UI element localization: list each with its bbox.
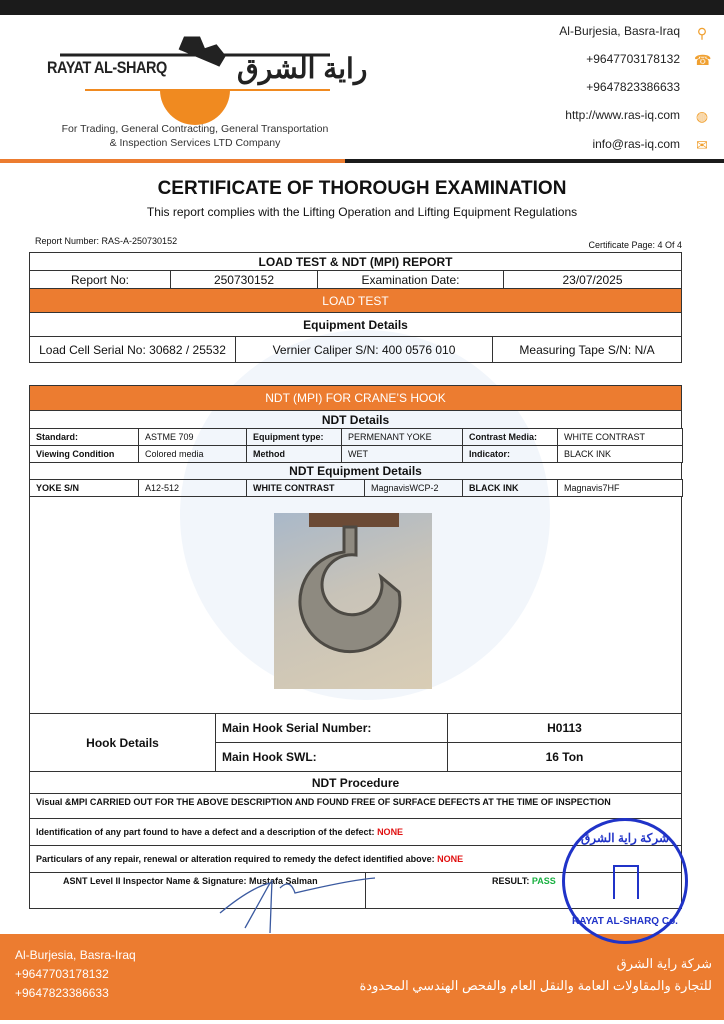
- ndt-label-row2-2: Method: [246, 445, 342, 463]
- header-divider-orange: [0, 159, 345, 163]
- ndt-procedure-title: NDT Procedure: [29, 771, 682, 794]
- exam-date-value: 23/07/2025: [503, 270, 682, 289]
- report-no-value: 250730152: [170, 270, 318, 289]
- footer-phone-1: +9647703178132: [15, 967, 109, 981]
- ndt-value-row3-3: MagnavisWCP-2: [364, 479, 463, 497]
- ndt-value-row3-1: A12-512: [138, 479, 247, 497]
- logo-text-en: RAYAT AL-SHARQ: [47, 58, 167, 77]
- hook-details-label: Hook Details: [29, 713, 216, 772]
- ndt-value-row2-3: WET: [341, 445, 463, 463]
- ndt-label-row1-0: Standard:: [29, 428, 139, 446]
- measuring-tape-serial: Measuring Tape S/N: N/A: [492, 336, 682, 363]
- globe-icon: ◍: [695, 108, 709, 124]
- ndt-details-title: NDT Details: [29, 410, 682, 429]
- ndt-label-row3-2: WHITE CONTRAST: [246, 479, 365, 497]
- hook-serial-label: Main Hook Serial Number:: [215, 713, 448, 743]
- report-header: LOAD TEST & NDT (MPI) REPORT: [29, 252, 682, 271]
- page-title: CERTIFICATE OF THOROUGH EXAMINATION: [157, 178, 567, 199]
- footer-address: Al-Burjesia, Basra-Iraq: [15, 948, 136, 962]
- ndt-label-row1-4: Contrast Media:: [462, 428, 558, 446]
- page-subtitle: This report complies with the Lifting Operation and Lifting Equipment Regulations: [146, 205, 578, 219]
- ndt-value-row1-1: ASTME 709: [138, 428, 247, 446]
- contact-website[interactable]: http://www.ras-iq.com: [565, 108, 680, 122]
- header-divider-dark: [345, 159, 724, 163]
- vernier-caliper-serial: Vernier Caliper S/N: 400 0576 010: [235, 336, 493, 363]
- crane-hook-photo: [274, 513, 432, 689]
- inspector-signature: ASNT Level II Inspector Name & Signature: Mustafa Salman: [29, 872, 366, 909]
- ndt-section: NDT (MPI) FOR CRANE’S HOOK: [29, 385, 682, 411]
- hook-swl-label: Main Hook SWL:: [215, 742, 448, 772]
- contact-phone-1: +9647703178132: [586, 52, 680, 66]
- ndt-label-row2-4: Indicator:: [462, 445, 558, 463]
- ndt-value-row3-5: Magnavis7HF: [557, 479, 683, 497]
- phone-icon: ☎: [694, 52, 712, 68]
- ndt-procedure-text: Visual &MPI CARRIED OUT FOR THE ABOVE DESCRIPTION AND FOUND FREE OF SURFACE DEFECTS AT THE TIME OF INSPECTION: [29, 793, 682, 819]
- load-cell-serial: Load Cell Serial No: 30682 / 25532: [29, 336, 236, 363]
- result: RESULT: PASS: [365, 872, 682, 909]
- company-stamp: شركة راية الشرق RAYAT AL-SHARQ Co.: [562, 818, 688, 944]
- hook-serial-value: H0113: [447, 713, 682, 743]
- report-no-label: Report No:: [29, 270, 171, 289]
- contact-address: Al-Burjesia, Basra-Iraq: [559, 24, 680, 38]
- company-tagline: For Trading, General Contracting, General Transportation & Inspection Services LTD Company: [61, 123, 329, 149]
- load-test-section: LOAD TEST: [29, 288, 682, 313]
- footer-arabic-description: للتجارة والمقاولات العامة والنقل العام والفحص الهندسي المحدودة: [359, 978, 712, 993]
- ndt-equipment-title: NDT Equipment Details: [29, 462, 682, 480]
- ndt-value-row1-5: WHITE CONTRAST: [557, 428, 683, 446]
- ndt-label-row3-4: BLACK INK: [462, 479, 558, 497]
- signature-scribble: [210, 868, 380, 938]
- ndt-value-row2-1: Colored media: [138, 445, 247, 463]
- ndt-label-row1-2: Equipment type:: [246, 428, 342, 446]
- certificate-page: Certificate Page: 4 Of 4: [588, 240, 682, 250]
- defect-identification: Identification of any part found to have a defect and a description of the defect: NONE: [29, 818, 682, 846]
- repair-particulars: Particulars of any repair, renewal or alteration required to remedy the defect identified above: NONE: [29, 845, 682, 873]
- ndt-value-row1-3: PERMENANT YOKE: [341, 428, 463, 446]
- contact-email[interactable]: info@ras-iq.com: [592, 137, 680, 151]
- report-number: Report Number: RAS-A-250730152: [35, 236, 178, 246]
- logo-text-ar: راية الشرق: [237, 53, 368, 84]
- top-bar: [0, 0, 724, 15]
- contact-phone-2: +9647823386633: [586, 80, 680, 94]
- equipment-details-title: Equipment Details: [29, 312, 682, 337]
- exam-date-label: Examination Date:: [317, 270, 504, 289]
- hook-swl-value: 16 Ton: [447, 742, 682, 772]
- ndt-label-row2-0: Viewing Condition: [29, 445, 139, 463]
- location-pin-icon: ⚲: [696, 25, 708, 41]
- footer-phone-2: +9647823386633: [15, 986, 109, 1000]
- footer-arabic-name: شركة راية الشرق: [616, 956, 712, 971]
- mail-icon: ✉: [696, 137, 708, 153]
- ndt-value-row2-5: BLACK INK: [557, 445, 683, 463]
- ndt-label-row3-0: YOKE S/N: [29, 479, 139, 497]
